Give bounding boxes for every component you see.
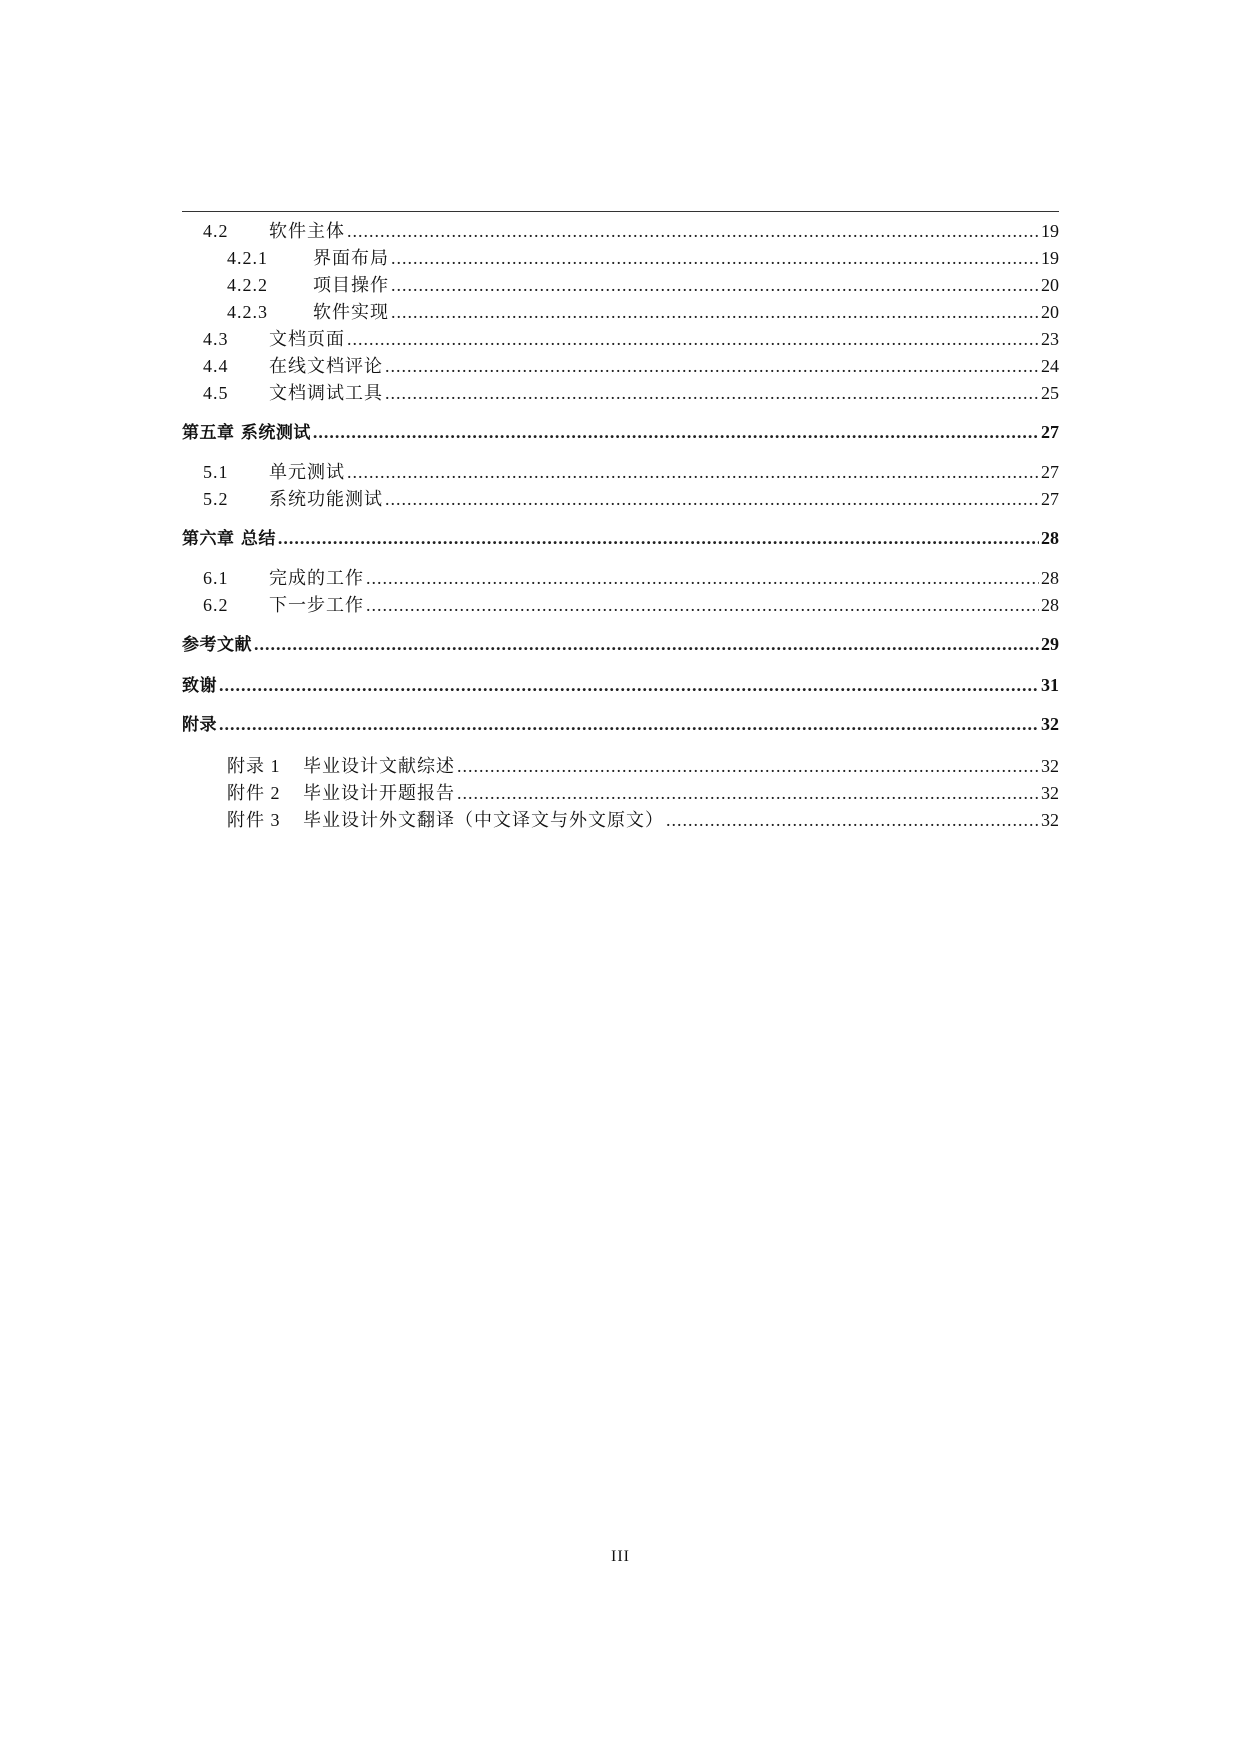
dot-leader — [366, 565, 1039, 591]
dot-leader — [391, 299, 1039, 325]
dot-leader — [385, 380, 1039, 406]
toc-entry-title: 系统功能测试 — [269, 489, 383, 509]
toc-chapter-entry[interactable] — [182, 419, 1059, 445]
toc-entry-page: 23 — [1041, 329, 1059, 349]
toc-entry[interactable] — [182, 592, 1059, 618]
toc-entry[interactable] — [182, 326, 1059, 352]
toc-entry-number: 6.2 — [203, 595, 229, 615]
toc-entry-title: 项目操作 — [313, 275, 389, 295]
toc-entry-number: 4.5 — [203, 383, 229, 403]
toc-chapter-entry[interactable] — [182, 525, 1059, 551]
toc-entry-title: 在线文档评论 — [269, 356, 383, 376]
toc-entry-title: 完成的工作 — [269, 568, 364, 588]
toc-entry-title: 文档调试工具 — [269, 383, 383, 403]
toc-entry-title: 软件主体 — [269, 221, 345, 241]
toc-entry-number: 5.2 — [203, 489, 229, 509]
toc-entry-page: 28 — [1041, 528, 1059, 548]
toc-entry-page: 24 — [1041, 356, 1059, 376]
toc-entry-number: 4.2.1 — [227, 248, 268, 268]
header-rule — [182, 211, 1059, 212]
toc-entry-page: 32 — [1041, 783, 1059, 803]
toc-appendix-entry[interactable] — [182, 780, 1059, 806]
toc-entry-page: 32 — [1041, 756, 1059, 776]
toc-entry[interactable] — [182, 218, 1059, 244]
dot-leader — [347, 218, 1039, 244]
toc-chapter-title: 致谢 — [182, 676, 217, 696]
toc-entry-page: 29 — [1041, 634, 1059, 654]
toc-chapter-title: 第六章 总结 — [182, 529, 276, 549]
toc-entry[interactable] — [182, 353, 1059, 379]
dot-leader — [457, 780, 1039, 806]
toc-entry-page: 32 — [1041, 810, 1059, 830]
toc-entry[interactable] — [182, 565, 1059, 591]
toc-entry[interactable] — [182, 245, 1059, 271]
toc-chapter-title: 参考文献 — [182, 635, 252, 655]
toc-chapter-entry[interactable] — [182, 631, 1059, 657]
page-number-footer: III — [611, 1548, 630, 1565]
toc-entry-title: 毕业设计开题报告 — [303, 783, 455, 803]
toc-chapter-entry[interactable] — [182, 672, 1059, 698]
toc-entry[interactable] — [182, 459, 1059, 485]
toc-entry-title: 文档页面 — [269, 329, 345, 349]
toc-entry-page: 31 — [1041, 675, 1059, 695]
toc-entry[interactable] — [182, 272, 1059, 298]
toc-appendix-entry[interactable] — [182, 753, 1059, 779]
toc-entry-number: 4.2.3 — [227, 302, 268, 322]
dot-leader — [385, 486, 1039, 512]
dot-leader — [666, 807, 1039, 833]
toc-entry-page: 32 — [1041, 714, 1059, 734]
dot-leader — [313, 419, 1039, 445]
toc-entry-number: 4.4 — [203, 356, 229, 376]
toc-entry[interactable] — [182, 380, 1059, 406]
dot-leader — [391, 272, 1039, 298]
toc-entry-page: 19 — [1041, 248, 1059, 268]
toc-entry-title: 单元测试 — [269, 462, 345, 482]
dot-leader — [385, 353, 1039, 379]
toc-chapter-title: 附录 — [182, 715, 217, 735]
dot-leader — [366, 592, 1039, 618]
toc-entry-title: 下一步工作 — [269, 595, 364, 615]
toc-entry-number: 5.1 — [203, 462, 229, 482]
toc-entry-number: 4.3 — [203, 329, 229, 349]
dot-leader — [278, 525, 1039, 551]
dot-leader — [219, 711, 1039, 737]
toc-entry-number: 4.2 — [203, 221, 229, 241]
toc-entry-title: 毕业设计文献综述 — [303, 756, 455, 776]
dot-leader — [391, 245, 1039, 271]
toc-entry[interactable] — [182, 299, 1059, 325]
toc-entry-page: 20 — [1041, 302, 1059, 322]
toc-chapter-entry[interactable] — [182, 711, 1059, 737]
toc-entry-title: 软件实现 — [313, 302, 389, 322]
dot-leader — [347, 459, 1039, 485]
toc-entry-title: 毕业设计外文翻译（中文译文与外文原文） — [303, 810, 664, 830]
dot-leader — [254, 631, 1039, 657]
toc-appendix-entry[interactable] — [182, 807, 1059, 833]
toc-chapter-title: 第五章 系统测试 — [182, 423, 311, 443]
toc-entry[interactable] — [182, 486, 1059, 512]
toc-entry-number: 附件 2 — [227, 783, 281, 803]
dot-leader — [219, 672, 1039, 698]
toc-entry-page: 20 — [1041, 275, 1059, 295]
toc-entry-page: 19 — [1041, 221, 1059, 241]
toc-entry-number: 附件 3 — [227, 810, 281, 830]
dot-leader — [457, 753, 1039, 779]
toc-entry-number: 附录 1 — [227, 756, 281, 776]
toc-entry-page: 28 — [1041, 595, 1059, 615]
toc-entry-number: 4.2.2 — [227, 275, 268, 295]
toc-entry-page: 27 — [1041, 489, 1059, 509]
dot-leader — [347, 326, 1039, 352]
toc-entry-number: 6.1 — [203, 568, 229, 588]
toc-entry-page: 25 — [1041, 383, 1059, 403]
toc-entry-title: 界面布局 — [313, 248, 389, 268]
toc-entry-page: 28 — [1041, 568, 1059, 588]
toc-entry-page: 27 — [1041, 462, 1059, 482]
toc-entry-page: 27 — [1041, 422, 1059, 442]
